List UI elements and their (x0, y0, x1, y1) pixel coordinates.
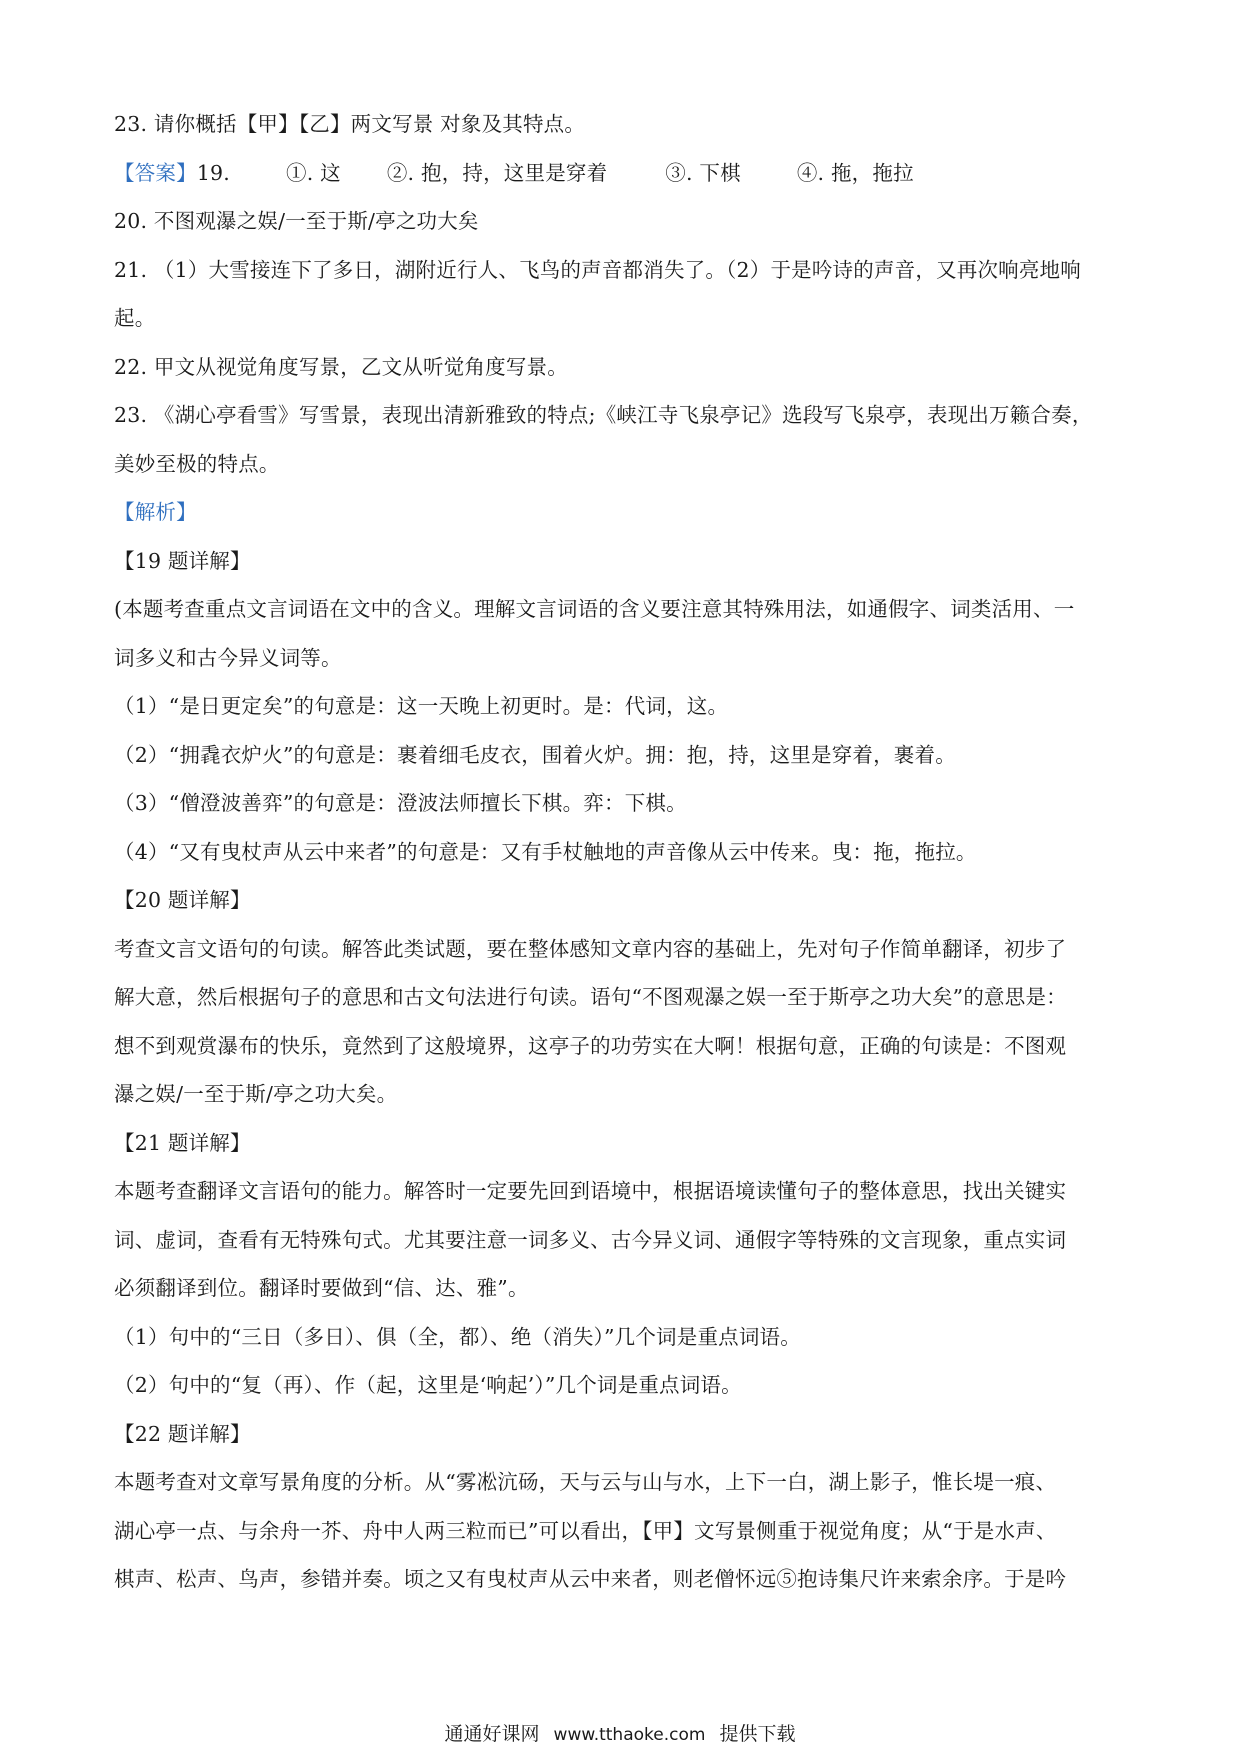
page-footer (0, 1722, 1240, 1747)
para-22-line-1: 本题考查对文章写景角度的分析。从“雾凇沆砀，天与云与山与水，上下一白，湖上影子，惟长堤一痕、 (114, 1470, 1057, 1494)
para-20-line-4: 瀑之娱/一至于斯/亭之功大矣。 (114, 1082, 398, 1106)
para-19-item-1: （1）“是日更定矣”的句意是：这一天晚上初更时。是：代词，这。 (114, 694, 729, 718)
para-21-item-1: （1）句中的“三日（多日）、俱（全，都）、绝（消失）”几个词是重点词语。 (114, 1324, 801, 1349)
answer-tag: 【答案】 (114, 160, 197, 185)
para-19-item-2: （2）“拥毳衣炉火”的句意是：裹着细毛皮衣，围着火炉。拥：抱，持，这里是穿着，裹着。 (114, 742, 956, 767)
answer-23-line-1: 23. 《湖心亭看雪》写雪景，表现出清新雅致的特点;《峡江寺飞泉亭记》选段写飞泉亭，表现出万籁合奏， (114, 403, 1093, 427)
question-23: 23. 请你概括【甲】【乙】两文写景 对象及其特点。 (114, 112, 586, 136)
para-20-line-1: 考查文言文语句的句读。解答此类试题，要在整体感知文章内容的基础上，先对句子作简单翻译，初步了 (114, 936, 1067, 961)
analysis-tag: 【解析】 (114, 500, 197, 524)
para-19-item-3: （3）“僧澄波善弈”的句意是：澄波法师擅长下棋。弈：下棋。 (114, 791, 687, 815)
heading-19: 【19 题详解】 (114, 548, 251, 573)
para-21-line-3: 必须翻译到位。翻译时要做到“信、达、雅”。 (114, 1276, 529, 1300)
para-22-line-2: 湖心亭一点、与余舟一芥、舟中人两三粒而已”可以看出，【甲】文写景侧重于视觉角度；从“于是水声、 (114, 1518, 1057, 1543)
footer-note: 提供下载 (719, 1723, 796, 1745)
footer-site-name: 通通好课网 (444, 1723, 540, 1745)
heading-20: 【20 题详解】 (114, 888, 251, 912)
para-19-line-1: (本题考查重点文言词语在文中的含义。理解文言词语的含义要注意其特殊用法，如通假字、词类活用、一 (114, 597, 1075, 621)
para-21-line-1: 本题考查翻译文言语句的能力。解答时一定要先回到语境中，根据语境读懂句子的整体意思，找出关键实 (114, 1179, 1067, 1203)
answer-item-3: ③. 下棋 (665, 160, 741, 185)
heading-21: 【21 题详解】 (114, 1130, 251, 1155)
answer-21-line-2: 起。 (114, 306, 156, 330)
answer-item-4: ④. 拖，拖拉 (796, 160, 914, 185)
para-21-line-2: 词、虚词，查看有无特殊句式。尤其要注意一词多义、古今异义词、通假字等特殊的文言现象，重点实词 (114, 1227, 1067, 1252)
para-22-line-3: 棋声、松声、鸟声，参错并奏。顷之又有曳杖声从云中来者，则老僧怀远⑤抱诗集尺许来索余序。于是吟 (114, 1567, 1067, 1591)
answer-number: 19. (196, 160, 231, 185)
answer-21-line-1: 21. （1）大雪接连下了多日，湖附近行人、飞鸟的声音都消失了。（2）于是吟诗的声音，又再次响亮地响 (114, 257, 1081, 282)
heading-22: 【22 题详解】 (114, 1421, 251, 1446)
answer-22: 22. 甲文从视觉角度写景，乙文从听觉角度写景。 (114, 354, 568, 379)
para-19-item-4: （4）“又有曳杖声从云中来者”的句意是：又有手杖触地的声音像从云中传来。曳：拖，拖拉。 (114, 839, 977, 864)
footer-url-link[interactable]: www.tthaoke.com (553, 1725, 706, 1745)
para-19-line-2: 词多义和古今异义词等。 (114, 645, 342, 670)
answer-item-1: ①. 这 (286, 160, 341, 185)
answer-23-line-2: 美妙至极的特点。 (114, 451, 280, 476)
para-21-item-2: （2）句中的“复（再）、作（起，这里是‘响起’）”几个词是重点词语。 (114, 1373, 742, 1397)
answer-item-2: ②. 抱，持，这里是穿着 (386, 160, 608, 185)
answer-row-19 (114, 149, 1134, 198)
document-content (114, 100, 1134, 1604)
answer-20: 20. 不图观瀑之娱/一至于斯/亭之功大矣 (114, 209, 479, 233)
para-20-line-2: 解大意，然后根据句子的意思和古文句法进行句读。语句“不图观瀑之娱一至于斯亭之功大矣”的意思是： (114, 985, 1067, 1009)
para-20-line-3: 想不到观赏瀑布的快乐，竟然到了这般境界，这亭子的功劳实在大啊！根据句意，正确的句读是：不图观 (114, 1033, 1067, 1058)
